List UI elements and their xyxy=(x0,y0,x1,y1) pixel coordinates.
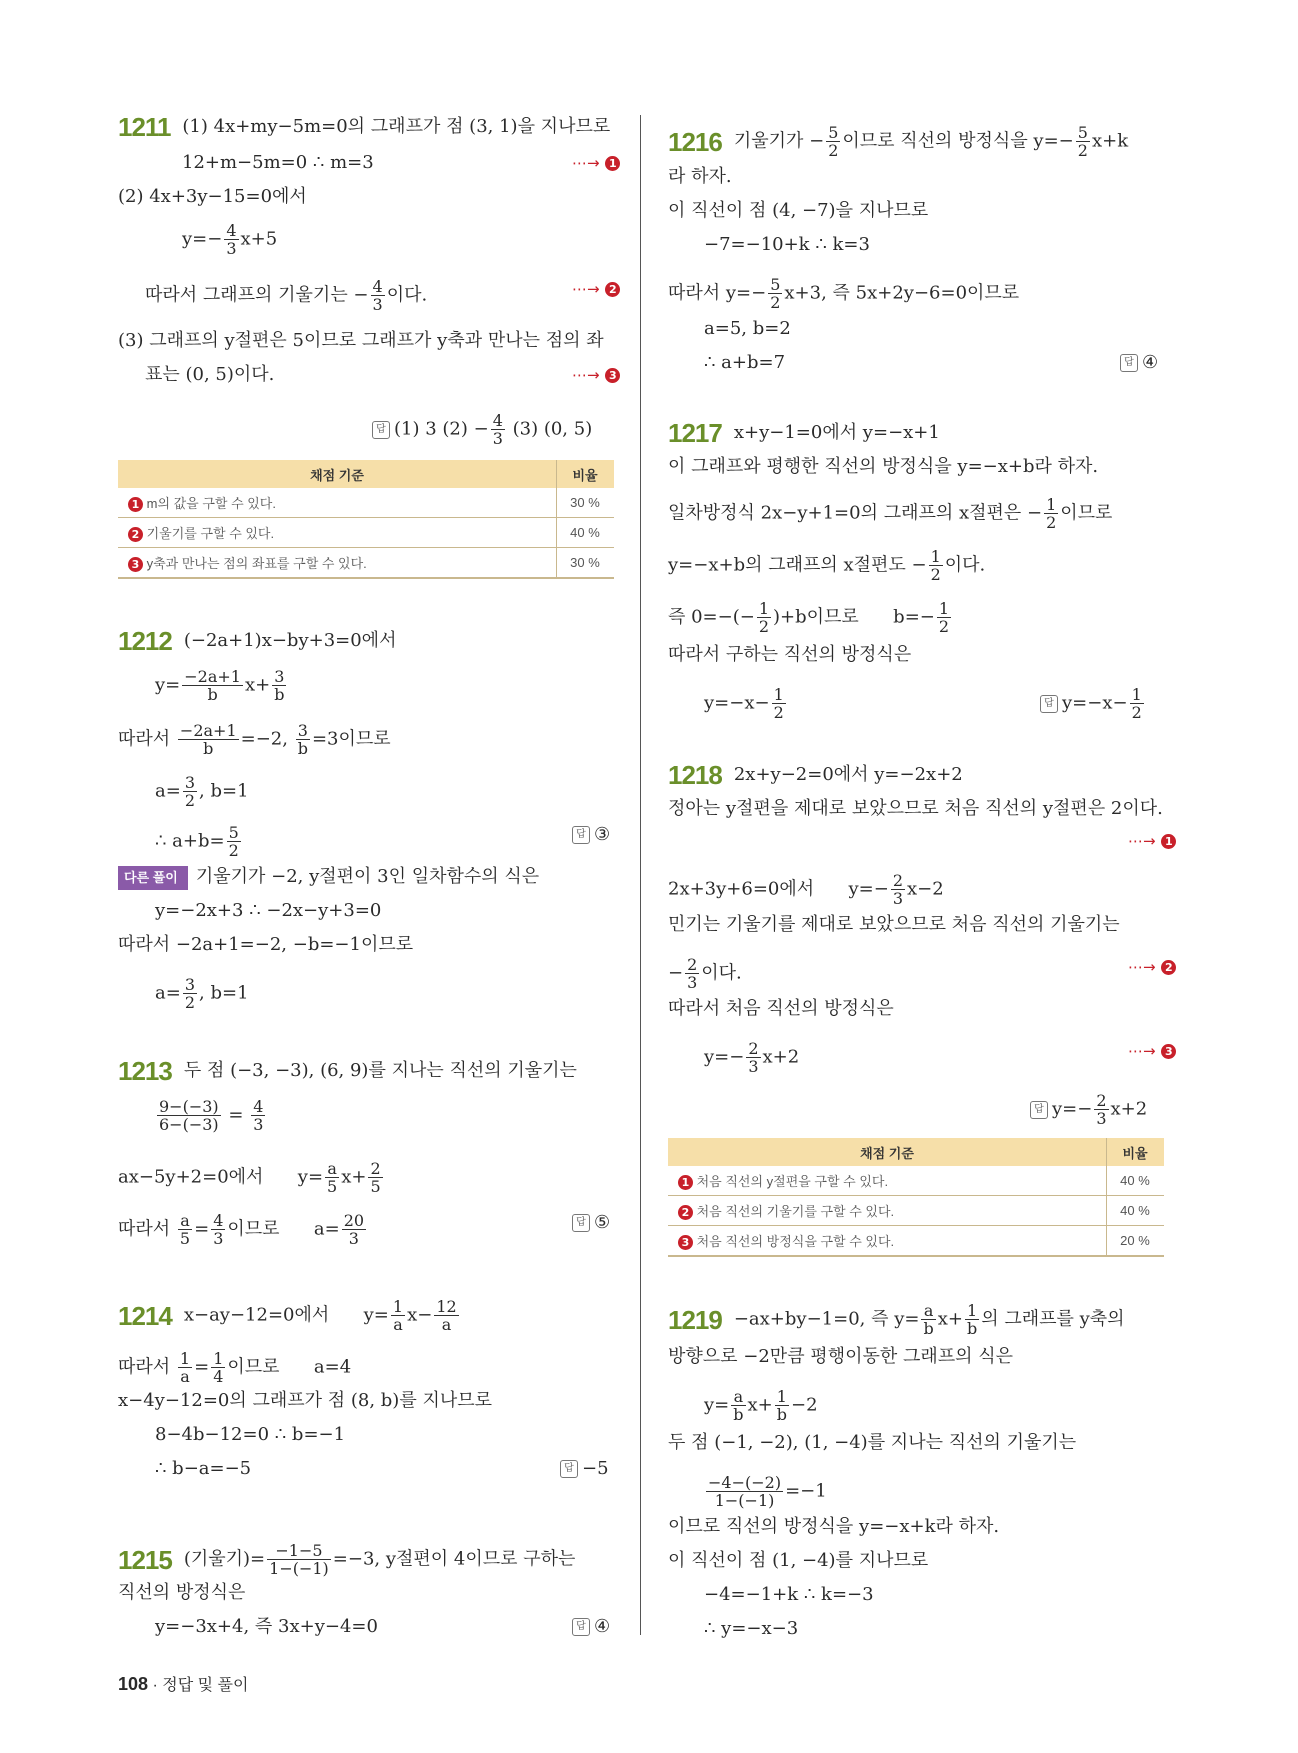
problem-1218-line-6: 따라서 처음 직선의 방정식은 xyxy=(668,998,894,1019)
table-row: 1 처음 직선의 y절편을 구할 수 있다. 40 % xyxy=(668,1166,1164,1196)
problem-1211-line-2: 12+m−5m=0 ∴ m=3 xyxy=(182,152,374,173)
table-row: 2 처음 직선의 기울기를 구할 수 있다. 40 % xyxy=(668,1196,1164,1226)
problem-1216-line-1: 1216 기울기가 − $\frac{5}{2}$ 이므로 직선의 방정식을 y=− $\frac{5}{2}$ x+k xyxy=(668,123,1129,160)
problem-1211-line-1: 1211 (1) 4x+my−5m=0의 그래프가 점 (3, 1)을 지나므로 xyxy=(118,112,611,142)
answer-1215: 답 ④ xyxy=(572,1616,610,1638)
problem-1219-line-6: 이므로 직선의 방정식을 y=−x+k라 하자. xyxy=(668,1516,1000,1537)
problem-1219-line-7: 이 직선이 점 (1, −4)를 지나므로 xyxy=(668,1550,929,1571)
grading-mark-2: ⋯→ 2 xyxy=(1128,956,1176,978)
answer-1214: 답 −5 xyxy=(560,1458,609,1480)
table-row: 3 처음 직선의 방정식을 구할 수 있다. 20 % xyxy=(668,1226,1164,1257)
problem-1213-line-2: $\frac{9-(-3)}{6-(-3)}$ = $\frac{4}{3}$ xyxy=(159,1097,264,1134)
table-row: 3 y축과 만나는 점의 좌표를 구할 수 있다. 30 % xyxy=(118,548,614,579)
answer-1218: 답 y=− $\frac{2}{3}$ x+2 xyxy=(1030,1092,1147,1127)
problem-1212-line-2: y= $\frac{-2a+1}{b}$ x+ $\frac{3}{b}$ xyxy=(155,667,285,704)
problem-1213-line-3: ax−5y+2=0에서 y= $\frac{a}{5}$ x+ $\frac{2}{5}$ xyxy=(118,1159,381,1196)
problem-1215-line-3: y=−3x+4, 즉 3x+y−4=0 xyxy=(155,1616,378,1637)
problem-1217-line-7: y=−x− $\frac{1}{2}$ xyxy=(704,685,784,722)
answer-icon: 답 xyxy=(372,421,390,439)
problem-1218-line-2: 정아는 y절편을 제대로 보았으므로 처음 직선의 y절편은 2이다. xyxy=(668,798,1163,819)
alt-solution-line-4: a= $\frac{3}{2}$ , b=1 xyxy=(155,975,249,1012)
fraction: $\frac{4}{3}$ xyxy=(226,221,237,258)
answer-1216: 답 ④ xyxy=(1120,352,1158,374)
fraction: $\frac{4}{3}$ xyxy=(372,277,383,314)
page-number: 108 xyxy=(118,1674,149,1694)
problem-1216-line-3: 이 직선이 점 (4, −7)을 지나므로 xyxy=(668,200,929,221)
problem-1211-line-3: (2) 4x+3y−15=0에서 xyxy=(118,186,307,207)
table-row: 1 m의 값을 구할 수 있다. 30 % xyxy=(118,488,614,518)
problem-1212-line-3: 따라서 $\frac{-2a+1}{b}$ =−2, $\frac{3}{b}$ =3이므로 xyxy=(118,721,391,758)
problem-1218-line-5: − $\frac{2}{3}$ 이다. xyxy=(668,955,742,992)
problem-1217-line-4: y=−x+b의 그래프의 x절편도 − $\frac{1}{2}$ 이다. xyxy=(668,547,986,584)
problem-1212-line-1: 1212 (−2a+1)x−by+3=0에서 xyxy=(118,626,397,656)
page-footer: 108 · 정답 및 풀이 xyxy=(118,1674,249,1694)
problem-1219-line-9: ∴ y=−x−3 xyxy=(704,1618,799,1639)
problem-1216-line-2: 라 하자. xyxy=(668,166,732,187)
problem-1217-line-3: 일차방정식 2x−y+1=0의 그래프의 x절편은 − $\frac{1}{2}$ 이므로 xyxy=(668,495,1113,532)
answer-1213: 답 ⑤ xyxy=(572,1212,610,1234)
alt-solution-line-2: y=−2x+3 ∴ −2x−y+3=0 xyxy=(155,900,382,921)
grading-mark-1: ⋯→ 1 xyxy=(572,152,620,174)
answer-1217: 답 y=−x− $\frac{1}{2}$ xyxy=(1040,686,1146,721)
problem-1219-line-8: −4=−1+k ∴ k=−3 xyxy=(704,1584,874,1605)
problem-1218-line-1: 1218 2x+y−2=0에서 y=−2x+2 xyxy=(668,760,963,790)
problem-1219-line-2: 방향으로 −2만큼 평행이동한 그래프의 식은 xyxy=(668,1346,1014,1367)
problem-1214-line-5: ∴ b−a=−5 xyxy=(155,1458,252,1479)
problem-1214-line-1: 1214 x−ay−12=0에서 y= $\frac{1}{a}$ x− $\frac{12}{a}$ xyxy=(118,1297,457,1334)
problem-1212-line-4: a= $\frac{3}{2}$ , b=1 xyxy=(155,773,249,810)
problem-1217-line-1: 1217 x+y−1=0에서 y=−x+1 xyxy=(668,418,940,448)
problem-1215-line-2: 직선의 방정식은 xyxy=(118,1582,246,1603)
grading-table-1218: 채점 기준 비율 1 처음 직선의 y절편을 구할 수 있다. 40 % 2 처음 직선의 기울기를 구할 수 있다. 40 % 3 처음 직선의 방정식을 구할 수 있다. 20 % xyxy=(668,1138,1164,1257)
problem-1211-line-5: 따라서 그래프의 기울기는 − $\frac{4}{3}$ 이다. xyxy=(145,277,428,314)
column-divider xyxy=(640,115,641,1635)
problem-1217-line-5: 즉 0=−(− $\frac{1}{2}$ )+b이므로 b=− $\frac{1}{2}$ xyxy=(668,599,950,636)
problem-1213-line-4: 따라서 $\frac{a}{5}$ = $\frac{4}{3}$ 이므로 a= $\frac{20}{3}$ xyxy=(118,1211,365,1248)
grading-mark-3: ⋯→ 3 xyxy=(572,364,620,386)
problem-1211-line-6: (3) 그래프의 y절편은 5이므로 그래프가 y축과 만나는 점의 좌 xyxy=(118,330,604,351)
problem-1215-line-1: 1215 (기울기)= $\frac{-1-5}{1-(-1)}$ =−3, y절편이 4이므로 구하는 xyxy=(118,1541,576,1578)
grading-mark-2: ⋯→ 2 xyxy=(572,278,620,300)
problem-1218-line-4: 민기는 기울기를 제대로 보았으므로 처음 직선의 기울기는 xyxy=(668,914,1120,935)
alt-solution-badge: 다른 풀이 xyxy=(118,866,188,890)
problem-1212-line-5: ∴ a+b= $\frac{5}{2}$ xyxy=(155,823,239,860)
problem-1214-line-4: 8−4b−12=0 ∴ b=−1 xyxy=(155,1424,346,1445)
problem-number: 1211 xyxy=(118,112,171,142)
problem-1213-line-1: 1213 두 점 (−3, −3), (6, 9)를 지나는 직선의 기울기는 xyxy=(118,1056,577,1086)
grading-table-1211: 채점 기준 비율 1 m의 값을 구할 수 있다. 30 % 2 기울기를 구할 수 있다. 40 % 3 y축과 만나는 점의 좌표를 구할 수 있다. 30 % xyxy=(118,460,614,579)
answer-1212: 답 ③ xyxy=(572,824,610,846)
problem-1217-line-2: 이 그래프와 평행한 직선의 방정식을 y=−x+b라 하자. xyxy=(668,456,1099,477)
problem-1216-line-5: 따라서 y=− $\frac{5}{2}$ x+3, 즉 5x+2y−6=0이므로 xyxy=(668,275,1020,312)
problem-1217-line-6: 따라서 구하는 직선의 방정식은 xyxy=(668,644,912,665)
problem-1219-line-3: y= $\frac{a}{b}$ x+ $\frac{1}{b}$ −2 xyxy=(704,1387,818,1424)
footer-label: 정답 및 풀이 xyxy=(162,1677,249,1694)
alt-solution-line-3: 따라서 −2a+1=−2, −b=−1이므로 xyxy=(118,934,414,955)
problem-1219-line-1: 1219 −ax+by−1=0, 즉 y= $\frac{a}{b}$ x+ $\frac{1}{b}$ 의 그래프를 y축의 xyxy=(668,1301,1125,1338)
alt-solution-1212: 다른 풀이 기울기가 −2, y절편이 3인 일차함수의 식은 xyxy=(118,866,539,890)
problem-1214-line-2: 따라서 $\frac{1}{a}$ = $\frac{1}{4}$ 이므로 a=4 xyxy=(118,1349,352,1386)
problem-1216-line-6: a=5, b=2 xyxy=(704,318,791,339)
grading-mark-1: ⋯→ 1 xyxy=(1128,830,1176,852)
problem-1216-line-7: ∴ a+b=7 xyxy=(704,352,786,373)
problem-1216-line-4: −7=−10+k ∴ k=3 xyxy=(704,234,870,255)
problem-1219-line-5: $\frac{-4-(-2)}{1-(-1)}$ =−1 xyxy=(708,1473,827,1510)
grading-mark-3: ⋯→ 3 xyxy=(1128,1040,1176,1062)
problem-1211-line-4: y=− $\frac{4}{3}$ x+5 xyxy=(182,221,278,258)
problem-1218-line-7: y=− $\frac{2}{3}$ x+2 xyxy=(704,1039,800,1076)
problem-1219-line-4: 두 점 (−1, −2), (1, −4)를 지나는 직선의 기울기는 xyxy=(668,1432,1077,1453)
problem-1218-line-3: 2x+3y+6=0에서 y=− $\frac{2}{3}$ x−2 xyxy=(668,871,944,908)
table-row: 2 기울기를 구할 수 있다. 40 % xyxy=(118,518,614,548)
answer-1211: 답 (1) 3 (2) − $\frac{4}{3}$ (3) (0, 5) xyxy=(372,412,592,447)
problem-1211-line-7: 표는 (0, 5)이다. xyxy=(145,364,275,385)
problem-1214-line-3: x−4y−12=0의 그래프가 점 (8, b)를 지나므로 xyxy=(118,1390,492,1411)
